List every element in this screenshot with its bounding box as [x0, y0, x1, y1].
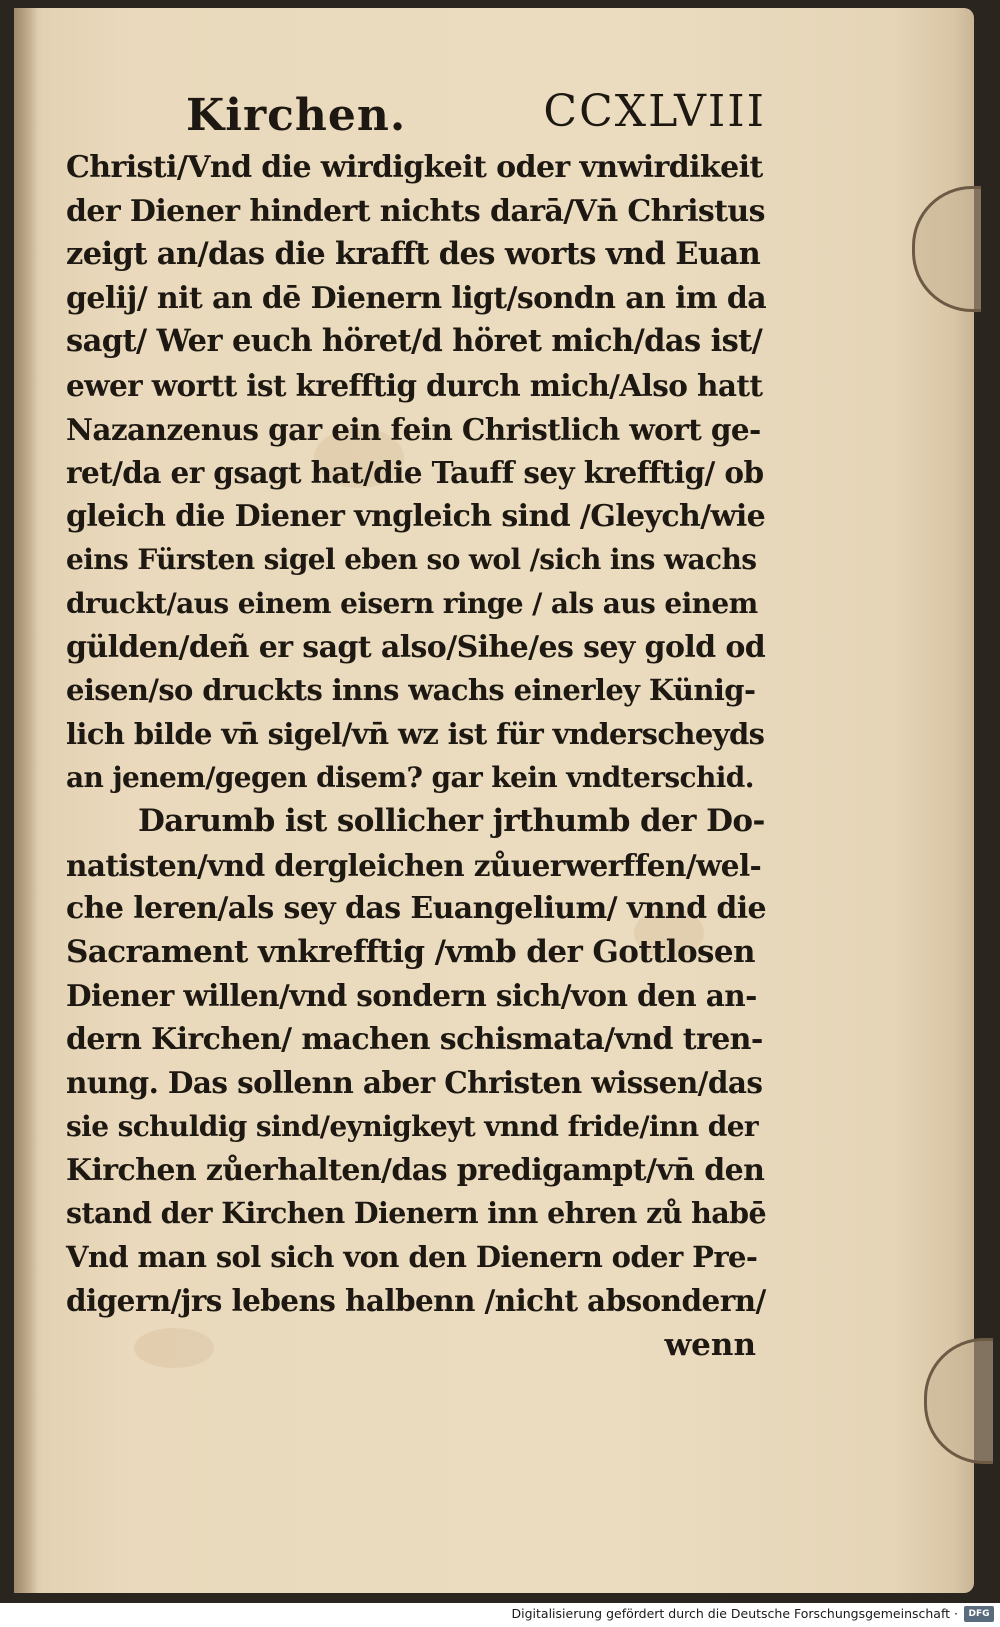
- text-line: sie schuldig sind/eynigkeyt vnnd fride/inn der: [66, 1110, 759, 1144]
- binding-shadow: [14, 8, 38, 1593]
- text-line: gleich die Diener vngleich sind /Gleych/wie: [66, 498, 766, 534]
- folio-number: CCXLVIII: [543, 86, 766, 137]
- text-line: gelij/ nit an dē Dienern ligt/sondn an im da: [66, 280, 767, 316]
- text-line: Sacrament vnkrefftig /vmb der Gottlosen: [66, 933, 755, 970]
- footer-credit: Digitalisierung gefördert durch die Deutsche Forschungsgemeinschaft ·: [511, 1606, 958, 1621]
- header-row: [66, 86, 766, 146]
- text-line: zeigt an/das die krafft des worts vnd Euan: [66, 236, 761, 273]
- text-line: Darumb ist sollicher jrthumb der Do-: [138, 802, 765, 839]
- text-line: an jenem/gegen disem? gar kein vndterschid.: [66, 761, 754, 795]
- text-line: ewer wortt ist krefftig durch mich/Also hatt: [66, 367, 763, 403]
- text-line: Nazanzenus gar ein fein Christlich wort ge-: [66, 411, 761, 447]
- printed-text-block: [66, 86, 766, 1367]
- text-line: nung. Das sollenn aber Christen wissen/das: [66, 1065, 763, 1101]
- text-line: Vnd man sol sich von den Dienern oder Pre-: [66, 1239, 758, 1274]
- footer-bar: [0, 1603, 1000, 1627]
- text-line: ret/da er gsagt hat/die Tauff sey krefftig/ ob: [66, 455, 764, 491]
- running-head: Kirchen.: [186, 90, 407, 141]
- catchword: wenn: [664, 1327, 756, 1364]
- text-line: che leren/als sey das Euangelium/ vnnd die: [66, 891, 767, 927]
- text-line: der Diener hindert nichts darā/Vn̄ Christus: [66, 193, 765, 229]
- text-line: Diener willen/vnd sondern sich/von den an-: [66, 978, 757, 1014]
- text-line: sagt/ Wer euch höret/d höret mich/das ist/: [66, 323, 763, 360]
- text-line: Christi/Vnd die wirdigkeit oder vnwirdikeit: [66, 150, 763, 185]
- text-line: stand der Kirchen Dienern inn ehren zů habē: [66, 1196, 767, 1231]
- text-line: eisen/so druckts inns wachs einerley Künig-: [66, 673, 756, 708]
- text-line: druckt/aus einem eisern ringe / als aus einem: [66, 586, 758, 620]
- text-line: lich bilde vn̄ sigel/vn̄ wz ist für vnderscheyds: [66, 716, 765, 751]
- book-page: [14, 8, 974, 1593]
- text-line: eins Fürsten sigel eben so wol /sich ins wachs: [66, 543, 757, 577]
- dfg-logo: DFG: [964, 1606, 994, 1622]
- text-lines: [66, 146, 766, 1323]
- text-line: Kirchen zůerhalten/das predigampt/vn̄ den: [66, 1152, 765, 1188]
- text-line: dern Kirchen/ machen schismata/vnd tren-: [66, 1021, 763, 1057]
- catchword-row: [66, 1323, 766, 1367]
- clasp-lower: [924, 1338, 993, 1464]
- text-line: natisten/vnd dergleichen zůuerwerffen/wel-: [66, 847, 762, 883]
- text-line: digern/jrs lebens halbenn /nicht absondern/: [66, 1283, 766, 1319]
- clasp-upper: [912, 186, 981, 312]
- text-line: gülden/deñ er sagt also/Sihe/es sey gold od: [66, 629, 766, 665]
